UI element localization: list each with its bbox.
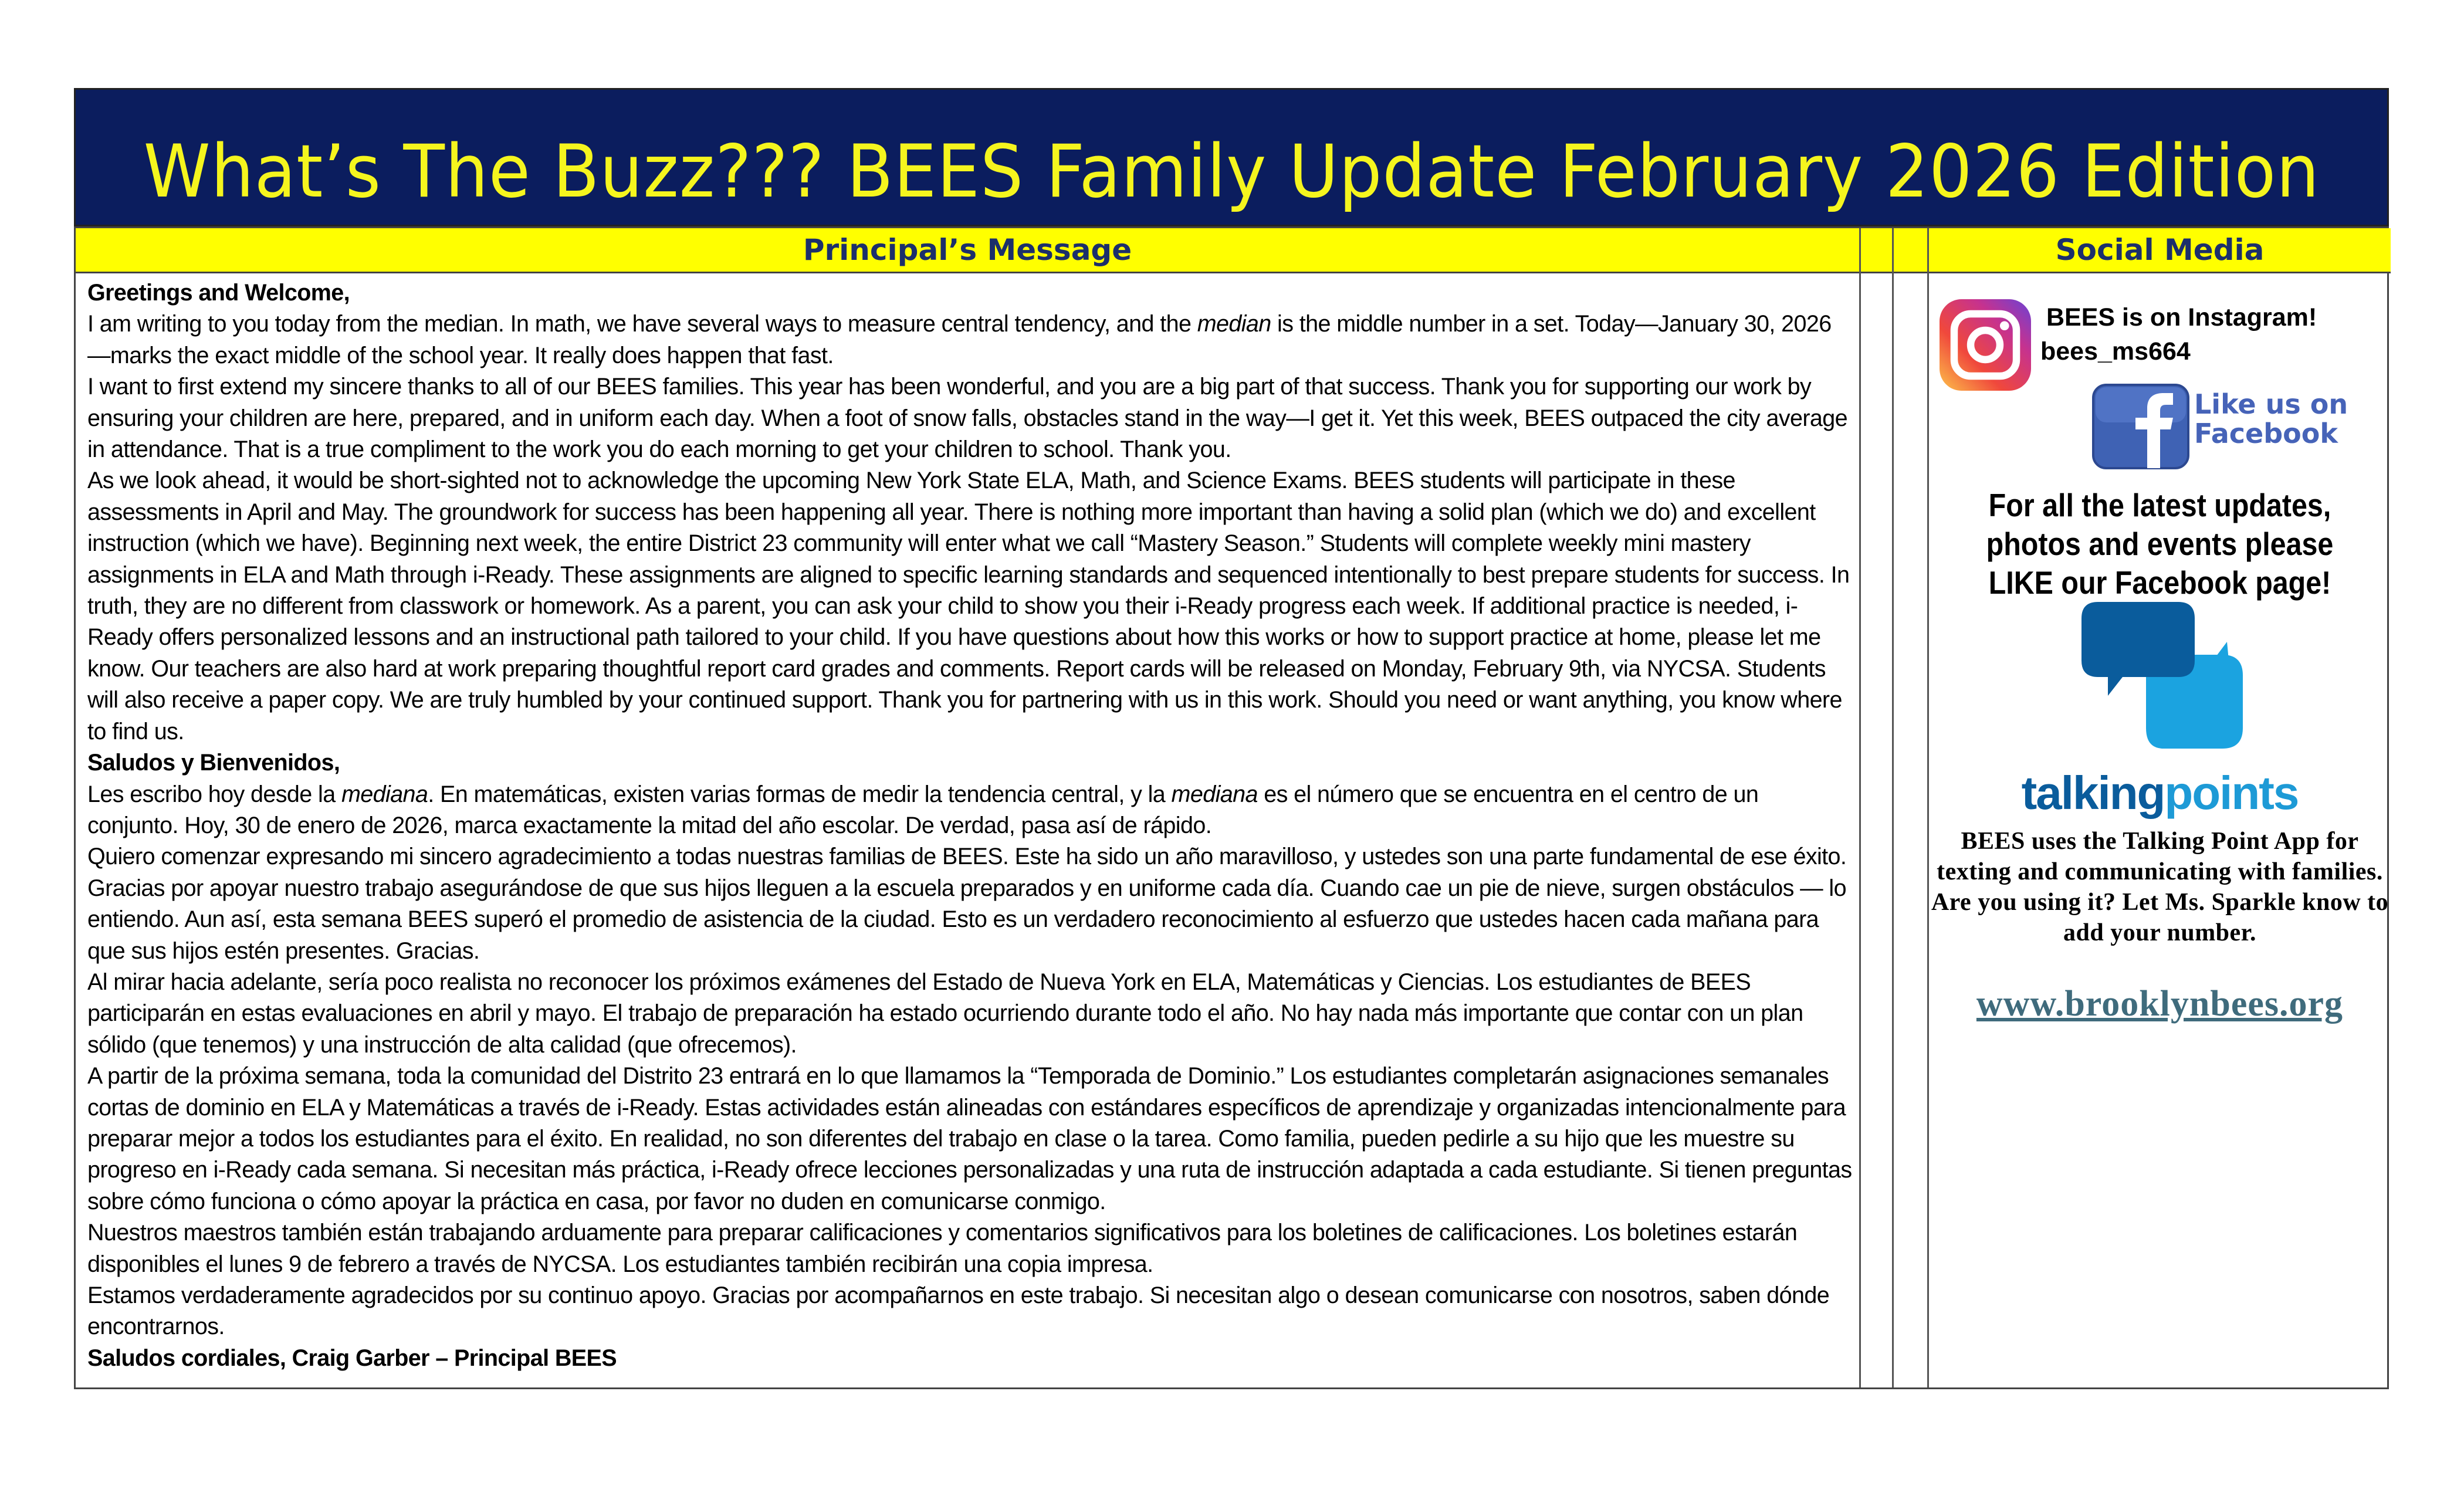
spanish-paragraph: A partir de la próxima semana, toda la comunidad del Distrito 23 entrará en lo que llamamos la “Temporada de Dominio.” Los estudiantes completarán asignaciones semanales cortas de dominio en ELA y Matemáticas a través de i-Ready. Estas actividades están alineadas con estándares específicos de aprendizaje y organizadas intencionalmente para preparar mejor a todos los estudiantes para el éxito. En realidad, no son diferentes del trabajo en clase o la tarea. Como familia, pueden pedirle a su hijo que les muestre su progreso en i-Ready cada semana. Si necesitan más práctica, i-Ready ofrece lecciones personalizadas y una ruta de instrucción adaptada a cada estudiante. Si tienen preguntas sobre cómo funciona o cómo apoyar la práctica en casa, por favor no duden en comunicarse conmigo.	[87, 1063, 1852, 1214]
newsletter-banner	[74, 88, 2389, 226]
newsletter-table	[74, 226, 2389, 1389]
english-greeting: Greetings and Welcome,	[87, 280, 350, 306]
logo-part: points	[2164, 767, 2299, 819]
empty-header-cell	[1859, 228, 1892, 273]
text: es el número que se encuentra en el centro de un conjunto. Hoy, 30 de enero de 2026, marca exactamente la mitad del año escolar. De verdad, pasa así de rápido.	[87, 781, 1759, 838]
principal-message-header: Principal’s Message	[76, 228, 1859, 273]
facebook-promo-text: For all the latest updates, photos and events please LIKE our Facebook page!	[1986, 487, 2334, 601]
logo-part: talking	[2021, 767, 2165, 819]
italic-text: mediana	[341, 781, 428, 807]
column-divider	[1892, 228, 1894, 1387]
spanish-paragraph	[87, 779, 1853, 842]
text: . En matemáticas, existen varias formas de medir la tendencia central, y la	[428, 781, 1172, 807]
text: Les escribo hoy desde la	[87, 781, 341, 807]
principal-message	[87, 277, 1853, 1374]
facebook-badge-line: Like us on	[2194, 388, 2348, 420]
spanish-greeting: Saludos y Bienvenidos,	[87, 750, 340, 776]
column-divider	[1859, 228, 1861, 1387]
newsletter-title: What’s The Buzz??? BEES Family Update February 2026 Edition	[143, 130, 2320, 214]
facebook-badge-line: Facebook	[2194, 418, 2338, 449]
instagram-title: BEES is on Instagram!	[2046, 303, 2317, 331]
spanish-paragraph: Nuestros maestros también están trabajando arduamente para preparar calificaciones y comentarios significativos para los boletines de calificaciones. Los boletines estarán disponibles el lunes 9 de febrero a través de NYCSA. Los estudiantes también recibirán una copia impresa.	[87, 1220, 1798, 1277]
social-media-column	[1929, 273, 2391, 1387]
spanish-paragraph: Estamos verdaderamente agradecidos por su continuo apoyo. Gracias por acompañarnos en este trabajo. Si necesitan algo o desean comunicarse con nosotros, saben dónde encontrarnos.	[87, 1282, 1830, 1340]
italic-text: mediana	[1171, 781, 1258, 807]
social-media-header: Social Media	[1929, 228, 2391, 273]
english-paragraph: I want to first extend my sincere thanks to all of our BEES families. This year has been wonderful, and you are a big part of that success. Thank you for supporting our work by ensuring your children are here, prepared, and in uniform each day. When a foot of snow falls, obstacles stand in the way—I get it. Yet this week, BEES outpaced the city average in attendance. That is a true compliment to the work you do each morning to get your children to school. Thank you.	[87, 374, 1847, 463]
talkingpoints-text: BEES uses the Talking Point App for texting and communicating with families. Are you using it? Let Ms. Sparkle know to add your number.	[1931, 828, 2389, 946]
signoff: Saludos cordiales, Craig Garber – Principal BEES	[87, 1345, 617, 1371]
text: I am writing to you today from the median. In math, we have several ways to measure central tendency, and the	[87, 311, 1197, 337]
spanish-paragraph: Quiero comenzar expresando mi sincero agradecimiento a todas nuestras familias de BEES. Este ha sido un año maravilloso, y ustedes son una parte fundamental de ese éxito. Gracias por apoyar nuestro trabajo asegurándose de que sus hijos lleguen a la escuela preparados y en uniforme cada día. Cuando cae un pie de nieve, surgen obstáculos — lo entiendo. Aun así, esta semana BEES superó el promedio de asistencia de la ciudad. Esto es un verdadero reconocimiento al esfuerzo que ustedes hacen cada mañana para que sus hijos estén presentes. Gracias.	[87, 844, 1847, 964]
instagram-icon[interactable]	[1940, 299, 2031, 391]
spanish-paragraph: Al mirar hacia adelante, sería poco realista no reconocer los próximos exámenes del Estado de Nueva York en ELA, Matemáticas y Ciencias. Los estudiantes de BEES participarán en estas evaluaciones en abril y mayo. El trabajo de preparación ha estado ocurriendo durante todo el año. No hay nada más importante que contar con un plan sólido (que tenemos) y una instrucción de alta calidad (que ofrecemos).	[87, 969, 1803, 1058]
instagram-handle[interactable]: bees_ms664	[2040, 337, 2191, 365]
text: is the middle number in a set. Today—January 30, 2026—marks the exact middle of the school year. It really does happen that fast.	[87, 311, 1832, 368]
english-paragraph	[87, 309, 1853, 371]
facebook-badge[interactable]	[2091, 383, 2348, 471]
talkingpoints-logo	[1929, 766, 2391, 820]
website-link[interactable]: www.brooklynbees.org	[1976, 984, 2344, 1024]
facebook-icon	[2091, 383, 2191, 471]
english-paragraph: As we look ahead, it would be short-sighted not to acknowledge the upcoming New York State ELA, Math, and Science Exams. BEES students will participate in these assessments in April and May. The groundwork for success has been happening all year. There is nothing more important than having a solid plan (which we do) and excellent instruction (which we have). Beginning next week, the entire District 23 community will enter what we call “Mastery Season.” Students will complete weekly mini mastery assignments in ELA and Math through i-Ready. These assignments are aligned to specific learning standards and sequenced intentionally to best prepare students for success. In truth, they are no different from classwork or homework. As a parent, you can ask your child to show you their i-Ready progress each week. If additional practice is needed, i-Ready offers personalized lessons and an instructional path tailored to your child. If you have questions about how this works or how to support practice at home, please let me know. Our teachers are also hard at work preparing thoughtful report card grades and comments. Report cards will be released on Monday, February 9th, via NYCSA. Students will also receive a paper copy. We are truly humbled by your continued support. Thank you for partnering with us in this work. Should you need or want anything, you know where to find us.	[87, 468, 1850, 744]
talkingpoints-chat-icon	[2081, 602, 2246, 752]
italic-text: median	[1197, 311, 1271, 337]
empty-header-cell	[1894, 228, 1927, 273]
